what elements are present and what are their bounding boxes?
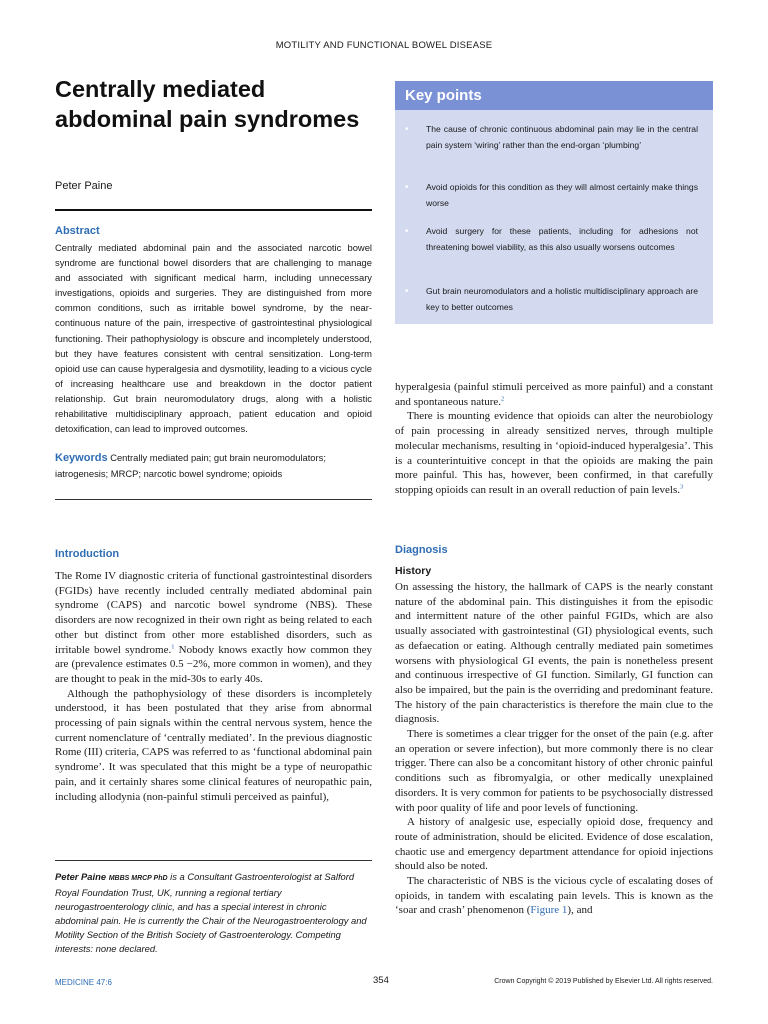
bullet-icon: • — [405, 124, 409, 135]
key-point-1: The cause of chronic continuous abdominal pain may lie in the central pain system ‘wiring’ rather than the end-organ ‘plumbing’ — [426, 124, 698, 150]
bio-qualifications: MBBS MRCP PhD — [108, 875, 168, 882]
author-bio — [55, 870, 372, 956]
bio-text: is a Consultant Gastroenterologist at Salford Royal Foundation Trust, UK, running a regional tertiary neurogastroenterology clinic, and has a special interest in chronic abdominal pain. He is currently the Chair of the Neurogastroenterology and Motility Section of the British Society of Gastroenterology. Competing interests: none declared. — [55, 871, 367, 954]
key-point-4: Gut brain neuromodulators and a holistic multidisciplinary approach are key to better outcomes — [426, 286, 698, 312]
diagnosis-body — [395, 580, 713, 918]
divider-top — [55, 209, 372, 211]
diagnosis-heading: Diagnosis — [395, 544, 448, 556]
keywords-text: Centrally mediated pain; gut brain neuromodulators; iatrogenesis; MRCP; narcotic bowel syndrome; opioids — [55, 452, 326, 479]
bullet-icon: • — [405, 182, 409, 193]
author-name: Peter Paine — [55, 180, 113, 192]
reference-3[interactable]: 3 — [680, 483, 684, 491]
introduction-paragraph-2: Although the pathophysiology of these disorders is incompletely understood, it has been postulated that they arise from abnormal processing of pain signals within the central nervous system, hence the current nomenclature of ‘centrally mediated’. In the previous diagnostic Rome (III) criteria, CAPS was referred to as ‘functional abdominal pain syndrome’. It was speculated that this might be a type of neuropathic pain, and it certainly shares some clinical features of neuropathic pain, including allodynia (non-painful stimuli perceived as painful), — [55, 687, 372, 803]
introduction-paragraph-1: The Rome IV diagnostic criteria of functional gastrointestinal disorders (FGIDs) have recently included centrally mediated abdominal pain syndrome (CAPS) and narcotic bowel syndrome (NBS). These disorders are now recognized in their own right as being related to each other but distinct from other more established disorders, such as irritable bowel syndrome.$^1$ Nobody knows exactly how common they are (prevalence estimates 0.5 −2%, more common in women), and they are thought to peak in the mid-30s to early 40s. — [55, 570, 372, 685]
introduction-heading: Introduction — [55, 548, 120, 560]
introduction-body — [55, 569, 372, 804]
diagnosis-paragraph-1: On assessing the history, the hallmark of CAPS is the nearly constant nature of the abdominal pain. This distinguishes it from the episodic and intermittent nature of the other painful FGIDs, which are also usually associated with gastrointestinal (GI) physiological events, such as defaecation or eating. Although centrally mediated pain sometimes worsens with physiological GI events, the pain is nonetheless present and continuous irrespective of GI function. Similarly, GI function can also be impaired, but the pain is the overriding and predominant feature. The history of the pain characteristics is therefore the main clue to the diagnosis. — [395, 581, 713, 726]
keywords-label: Keywords — [55, 452, 108, 464]
diagnosis-paragraph-3: A history of analgesic use, especially opioid dose, frequency and route of administration, should be elicited. Evidence of dose escalation, chaotic use and emergency department attendance for opioid injections should also be noted. — [395, 816, 713, 873]
copyright-notice: Crown Copyright © 2019 Published by Elsevier Ltd. All rights reserved. — [494, 978, 713, 985]
journal-reference: MEDICINE 47:6 — [55, 978, 112, 987]
key-point-3: Avoid surgery for these patients, including for adhesions not threatening bowel viability, as this also usually worsens outcomes — [426, 226, 698, 252]
key-point-2: Avoid opioids for this condition as they will almost certainly make things worse — [426, 182, 698, 208]
key-points-title: Key points — [405, 87, 482, 104]
divider-bottom — [55, 499, 372, 500]
abstract-text: Centrally mediated abdominal pain and the associated narcotic bowel syndrome are functional bowel disorders that are challenging to manage and associated with significant medical harm, including unnecessary investigations, opioids and surgeries. They are distinguished from more common conditions, such as irritable bowel syndrome, by the near-continuous nature of the pain, irrespective of gastrointestinal physiological functioning. Their pathophysiology is obscure and incompletely understood, but they have features consistent with central sensitization. Long-term opioid use can cause hyperalgesia and dysmotility, leading to a vicious cycle of increasing healthcare use and breakdown in the doctor patient relationship. Gut brain neuromodulatory drugs, along with a holistic rehabilitative multidisciplinary approach, patient education and opioid detoxification, can lead to improved outcomes. — [55, 242, 372, 435]
diagnosis-paragraph-2: There is sometimes a clear trigger for the onset of the pain (e.g. after an operation or severe infection), but more commonly there is no clear trigger. There can also be a concomitant history of other chronic painful conditions such as fibromyalgia, or other medically unexplained disorders. It is very common for patients to be psychosocially distressed with poor quality of life and poor levels of functioning. — [395, 728, 713, 814]
key-points-header — [395, 81, 713, 110]
diagnosis-paragraph-4: The characteristic of NBS is the vicious cycle of escalating doses of opioids, in tandem with escalating pain levels. This is known as the ‘soar and crash’ phenomenon (Figure 1), and — [395, 875, 713, 917]
bullet-icon: • — [405, 226, 409, 237]
running-head: MOTILITY AND FUNCTIONAL BOWEL DISEASE — [275, 40, 493, 51]
reference-2[interactable]: 2 — [501, 395, 505, 403]
bio-name: Peter Paine — [55, 871, 107, 882]
bio-divider — [55, 860, 372, 861]
continued-paragraph-1: hyperalgesia (painful stimuli perceived as more painful) and a constant and spontaneous nature.$^2$ — [395, 381, 713, 408]
keywords — [55, 450, 372, 481]
abstract-heading: Abstract — [55, 225, 100, 237]
bullet-icon: • — [405, 286, 409, 297]
continued-paragraph-2: There is mounting evidence that opioids can alter the neurobiology of pain processing in already sensitized nerves, through multiple molecular mechanisms, resulting in ‘opioid-induced hyperalgesia’. This is a counterintuitive concept in that the opioids are making the pain more painful. This has, however, been confirmed, in that carefully stopping opioids can result in an overall reduction of pain levels.$^3$ — [395, 410, 713, 496]
page-number: 354 — [373, 975, 389, 986]
history-subheading: History — [395, 565, 432, 577]
article-title: Centrally mediated abdominal pain syndromes — [55, 76, 360, 132]
key-points-box — [395, 81, 713, 324]
reference-1[interactable]: 1 — [171, 642, 175, 650]
figure-1-link[interactable]: Figure 1 — [530, 904, 568, 917]
continued-body — [395, 380, 713, 498]
